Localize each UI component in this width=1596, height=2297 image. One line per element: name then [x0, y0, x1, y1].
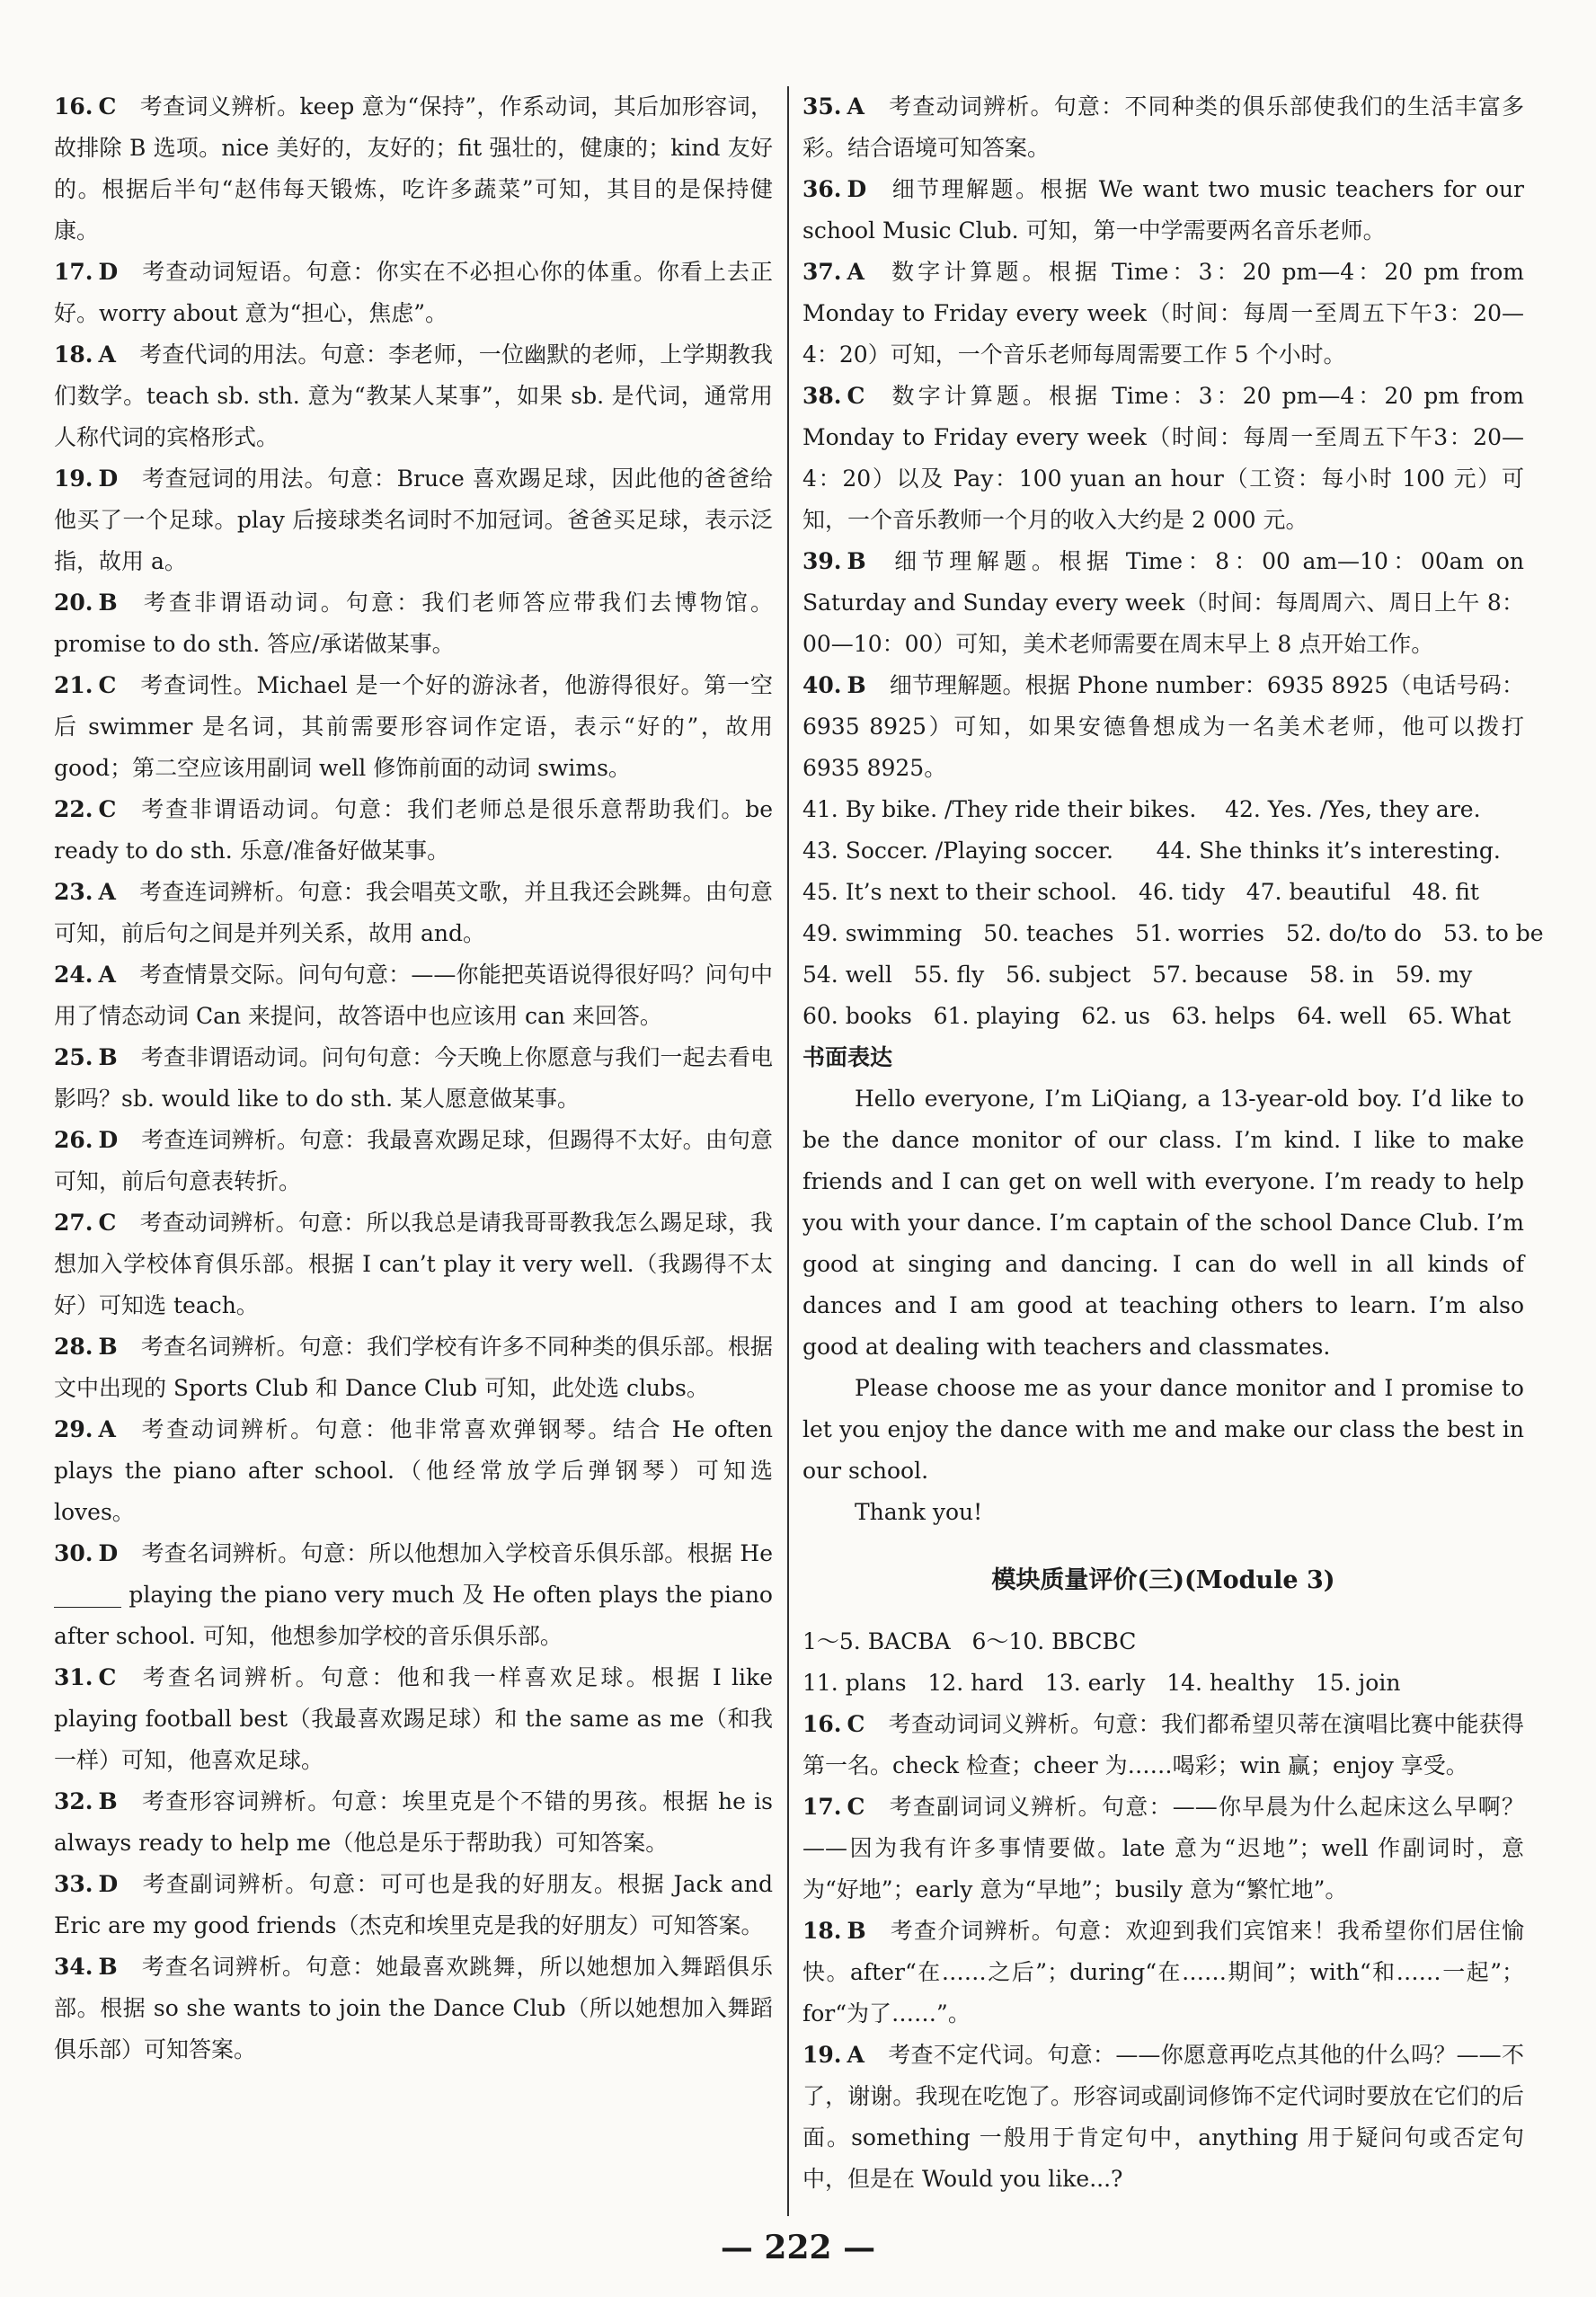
short-answers	[802, 789, 1544, 1037]
short-answer-line: 43. Soccer. /Playing soccer. 44. She thinks it’s interesting.	[802, 838, 1501, 864]
answer-item: 20. B 考查非谓语动词。句意：我们老师答应带我们去博物馆。promise to do sth. 答应/承诺做某事。	[54, 590, 773, 657]
answer-item: 33. D 考查副词辨析。句意：可可也是我的好朋友。根据 Jack and Eric are my good friends（杰克和埃里克是我的好朋友）可知答案。	[54, 1871, 773, 1938]
essay-paragraph: Hello everyone, I’m LiQiang, a 13-year-old boy. I’d like to be the dance monitor of our class. I’m kind. I like to make friends and I can get on well with everyone. I’m ready to help you with your dance. I’m captain of the school Dance Club. I’m good at singing and dancing. I can do well in all kinds of dances and I am good at teaching others to learn. I’m also good at dealing with teachers and classmates.	[802, 1086, 1524, 1360]
answer-item: 19. A 考查不定代词。句意：——你愿意再吃点其他的什么吗？——不了，谢谢。我现在吃饱了。形容词或副词修饰不定代词时要放在它们的后面。something 一般用于肯定句中，anything 用于疑问句或否定句中，但是在 Would you like...?	[802, 2042, 1524, 2192]
essay-paragraph: Thank you!	[855, 1499, 983, 1525]
answer-item: 18. A 考查代词的用法。句意：李老师，一位幽默的老师，上学期教我们数学。teach sb. sth. 意为“教某人某事”，如果 sb. 是代词，通常用人称代词的宾格形式。	[54, 341, 773, 450]
answer-item: 16. C 考查词义辨析。keep 意为“保持”，作系动词，其后加形容词，故排除 B 选项。nice 美好的，友好的；fit 强壮的，健康的；kind 友好的。根据后半句“赵伟每天锻炼，吃许多蔬菜”可知，其目的是保持健康。	[54, 93, 773, 244]
answer-item: 26. D 考查连词辨析。句意：我最喜欢踢足球，但踢得不太好。由句意可知，前后句意表转折。	[54, 1127, 773, 1194]
short-answer-line: 41. By bike. /They ride their bikes. 42. Yes. /Yes, they are.	[802, 796, 1481, 822]
answer-item: 39. B 细节理解题。根据 Time：8：00 am—10：00am on Saturday and Sunday every week（时间：每周周六、周日上午 8：00—10：00）可知，美术老师需要在周末早上 8 点开始工作。	[802, 548, 1524, 657]
answer-item: 18. B 考查介词辨析。句意：欢迎到我们宾馆来！我希望你们居住愉快。after“在……之后”；during“在……期间”；with“和……一起”；for“为了……”。	[802, 1918, 1524, 2027]
answer-item: 31. C 考查名词辨析。句意：他和我一样喜欢足球。根据 I like playing football best（我最喜欢踢足球）和 the same as me（和我一样）可知，他喜欢足球。	[54, 1664, 773, 1773]
answer-item: 17. C 考查副词词义辨析。句意：——你早晨为什么起床这么早啊？——因为我有许多事情要做。late 意为“迟地”；well 作副词时，意为“好地”；early 意为“早地”；busily 意为“繁忙地”。	[802, 1794, 1524, 1902]
answer-item: 34. B 考查名词辨析。句意：她最喜欢跳舞，所以她想加入舞蹈俱乐部。根据 so she wants to join the Dance Club（所以她想加入舞蹈俱乐部）可知答案。	[54, 1954, 773, 2062]
answer-item: 37. A 数字计算题。根据 Time：3：20 pm—4：20 pm from Monday to Friday every week（时间：每周一至周五下午3：20—4：20）可知，一个音乐老师每周需要工作 5 个小时。	[802, 259, 1524, 368]
short-answer-line: 49. swimming 50. teaches 51. worries 52. do/to do 53. to be	[802, 920, 1544, 946]
answer-item: 29. A 考查动词辨析。句意：他非常喜欢弹钢琴。结合 He often plays the piano after school.（他经常放学后弹钢琴）可知选 loves。	[54, 1416, 773, 1525]
answer-item: 38. C 数字计算题。根据 Time：3：20 pm—4：20 pm from Monday to Friday every week（时间：每周一至周五下午3：20—4：20）以及 Pay：100 yuan an hour（工资：每小时 100 元）可知，一个音乐教师一个月的收入大约是 2 000 元。	[802, 383, 1524, 533]
left-column	[54, 86, 773, 2071]
answer-item: 16. C 考查动词词义辨析。句意：我们都希望贝蒂在演唱比赛中能获得第一名。check 检查；cheer 为……喝彩；win 赢；enjoy 享受。	[802, 1711, 1524, 1778]
answer-item: 19. D 考查冠词的用法。句意：Bruce 喜欢踢足球，因此他的爸爸给他买了一个足球。play 后接球类名词时不加冠词。爸爸买足球，表示泛指，故用 a。	[54, 466, 773, 574]
short-answer-line: 60. books 61. playing 62. us 63. helps 64. well 65. What	[802, 1003, 1512, 1029]
answer-item: 27. C 考查动词辨析。句意：所以我总是请我哥哥教我怎么踢足球，我想加入学校体育俱乐部。根据 I can’t play it very well.（我踢得不太好）可知选 teach。	[54, 1210, 773, 1318]
answer-item: 22. C 考查非谓语动词。句意：我们老师总是很乐意帮助我们。be ready to do sth. 乐意/准备好做某事。	[54, 796, 773, 864]
right-column	[802, 86, 1544, 2200]
answer-item: 21. C 考查词性。Michael 是一个好的游泳者，他游得很好。第一空后 swimmer 是名词，其前需要形容词作定语，表示“好的”，故用 good；第二空应该用副词 well 修饰前面的动词 swims。	[54, 672, 773, 781]
answer-item: 28. B 考查名词辨析。句意：我们学校有许多不同种类的俱乐部。根据文中出现的 Sports Club 和 Dance Club 可知，此处选 clubs。	[54, 1334, 773, 1401]
answer-item: 40. B 细节理解题。根据 Phone number：6935 8925（电话号码：6935 8925）可知，如果安德鲁想成为一名美术老师，他可以拨打 6935 8925。	[802, 672, 1524, 781]
module-title: 模块质量评价(三)(Module 3)	[991, 1566, 1335, 1594]
answer-item: 17. D 考查动词短语。句意：你实在不必担心你的体重。你看上去正好。worry about 意为“担心，焦虑”。	[54, 259, 773, 326]
answer-item: 24. A 考查情景交际。问句句意：——你能把英语说得很好吗？问句中用了情态动词 Can 来提问，故答语中也应该用 can 来回答。	[54, 962, 773, 1029]
essay-paragraph: Please choose me as your dance monitor and I promise to let you enjoy the dance with me and make our class the best in our school.	[802, 1375, 1524, 1484]
answer-item: 36. D 细节理解题。根据 We want two music teachers for our school Music Club. 可知，第一中学需要两名音乐老师。	[802, 176, 1524, 244]
answer-item: 25. B 考查非谓语动词。问句句意：今天晚上你愿意与我们一起去看电影吗？sb. would like to do sth. 某人愿意做某事。	[54, 1044, 773, 1112]
writing-essay	[802, 1078, 1524, 1533]
answer-item: 23. A 考查连词辨析。句意：我会唱英文歌，并且我还会跳舞。由句意可知，前后句之间是并列关系，故用 and。	[54, 879, 773, 946]
answer-item: 35. A 考查动词辨析。句意：不同种类的俱乐部使我们的生活丰富多彩。结合语境可知答案。	[802, 93, 1524, 161]
short-answer-line: 54. well 55. fly 56. subject 57. because 58. in 59. my	[802, 962, 1473, 988]
page-number: — 222 —	[720, 2229, 876, 2266]
answer-item: 30. D 考查名词辨析。句意：所以他想加入学校音乐俱乐部。根据 He ______ playing the piano very much 及 He often plays the piano after school. 可知，他想参加学校的音乐俱乐部。	[54, 1540, 773, 1649]
column-divider	[787, 86, 789, 2216]
module-answer-line: 11. plans 12. hard 13. early 14. healthy 15. join	[802, 1670, 1401, 1696]
short-answer-line: 45. It’s next to their school. 46. tidy 47. beautiful 48. fit	[802, 879, 1479, 905]
answer-item: 32. B 考查形容词辨析。句意：埃里克是个不错的男孩。根据 he is always ready to help me（他总是乐于帮助我）可知答案。	[54, 1788, 773, 1856]
module-answer-line: 1～5. BACBA 6～10. BBCBC	[802, 1628, 1137, 1654]
writing-section-title: 书面表达	[802, 1044, 893, 1070]
